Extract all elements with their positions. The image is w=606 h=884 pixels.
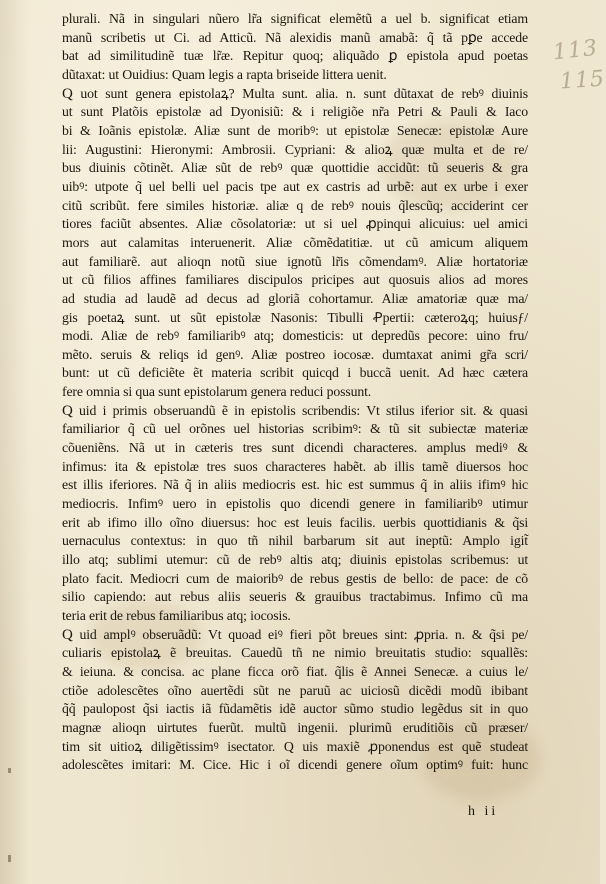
text-line: tiores faciũt absentes. Aliæ cõsolatoriæ: ut si uel ꝓpinqui alicuius: uel amici [62,216,528,232]
text-line: uibꝰ: utpote q̃ uel belli uel pacis tpe aut ex castris ad urbẽ: aut ex urbe i exer [62,178,528,194]
text-line: bunt: ut cũ deficiẽte ẽt materia scribit quicqd i buccã uenit. Ad hæc cætera [62,365,528,381]
text-line: bat ad similitudinẽ tuæ lr̃æ. Repitur quoq; aliquãdo ꝑ epistola apud poetas [62,48,528,64]
text-line: teria erit de rebus familiaribus atq; iocosis. [62,608,291,623]
text-line: ut cũ filios affines familiares discipulos pricipes aut quosuis alios ad mores [62,272,528,288]
text-line: familiarior q̃ cũ uel orõnes uel historias scribimꝰ: & tũ sit subiectæ materiæ [62,421,528,437]
text-line: cõueniẽns. Nã ut in cæteris tres sunt dicendi characteres. amplus mediꝰ & [62,440,528,456]
text-line: citũ scribũt. fere similes historiæ. aliæ q de rebꝰ nouis q̃lescũq; acciderint cer [62,197,528,213]
text-line: magnæ alioqn uirtutes fuerũt. multũ ingenii. plurimũ eruditiõis cũ præser/ [62,719,528,735]
margin-page-number: 115 [559,66,606,95]
text-line: mors aut calamitas interuenerit. Aliæ cõmẽdatitiæ. ut cũ amicum aliquem [62,234,528,250]
text-line: est illis iferiores. Nã q̃ in aliis mediocris est. hic est summus q̃ in aliis ifimꝰ hic [62,477,528,493]
text-line: & ieiuna. & concisa. ac plane ficca orõ fiat. q̃lis ẽ Annei Senecæ. a cuius le/ [62,663,528,679]
text-line: ctiõe adolescẽtes oĩno auertẽdi sũt ne paruũ ac uiciosũ dicẽdi modũ ibibant [62,682,528,698]
text-line: manũ scribetis ut Ci. ad Atticũ. Nã alexidis manũ amabã: q̃ tã pꝑe accede [62,29,528,45]
text-line: tim sit uitioꝝ diligẽtissimꝰ isectator. Q uis maxiẽ ꝓponendus est quẽ studeat [62,738,528,754]
text-line: culiaris epistolaꝝ ẽ breuitas. Cauedũ tñ ne nimio breuitatis studio: squallẽs: [62,645,528,661]
text-line: ad studia ad laudẽ ad decus ad gloriã cohortamur. Aliæ amatoriæ quæ ma/ [62,290,528,306]
text-line: illo atq; sublimi utemur: cũ de rebꝰ altis atq; diuinis epistolas scribemus: ut [62,552,528,568]
text-line: plurali. Nã in singulari nũero lr̃a significat elemẽtũ a uel b. significat etiam [62,11,528,26]
page-text-block [62,10,528,775]
text-line: adolescẽtes imitari: M. Cice. Hic i oĩ dicendi genere oĩum optimꝰ fuit: hunc [62,757,528,773]
margin-page-number: 113 [551,35,600,66]
text-line: Q uid i primis obseruandũ ẽ in epistolis scribendis: Vt stilus iferior sit. & quasi [62,402,528,419]
text-line: aut familiarẽ. aut alioqn notũ siue ignotũ lr̃is cõmendamꝰ. Aliæ hortatoriæ [62,253,528,269]
text-line: infimus: ita & epistolæ tres suos characteres habẽt. ab illis tamẽ diuersos hoc [62,458,528,474]
text-line: lii: Augustini: Hieronymi: Ambrosii. Cypriani: & alioꝝ quæ multa et de re/ [62,141,528,157]
text-line: modi. Aliæ de rebꝰ familiaribꝰ atq; domesticis: ut depredũs pecore: uino fru/ [62,328,528,344]
text-line: plato facit. Mediocri cum de maioribꝰ de rebus gestis de bello: de pace: de cõ [62,570,528,586]
text-line: ut sunt Platõis epistolæ ad Dyonisiũ: & i religiõe nr̃a Petri & Pauli & Iaco [62,104,528,120]
text-line: mẽto. seruis & reliqs id genꝰ. Aliæ postreo iocosæ. dumtaxat animi gr̃a scri/ [62,346,528,362]
text-line: q̃q̃ paulopost q̃si iactis iã fũdamẽtis idẽ auctor sũmo studio legẽdus sit in quo [62,701,528,717]
text-line: Q uot sunt genera epistolaꝝ? Multa sunt. alia. n. sunt dũtaxat de rebꝰ diuinis [62,85,528,102]
text-line: uernaculus contextus: in quo tñ nihil barbarum sit aut ineptũ: Amplo igit̃ [62,533,528,549]
text-line: erit ab ifimo illo oĩno diuersus: hoc est leuis facilis. uerbis quottidianis & q̃si [62,514,528,530]
edge-mark [8,768,11,773]
text-line: dũtaxat: ut Ouidius: Quam legis a rapta briseide littera uenit. [62,66,387,82]
text-line: fere omnia si qua sunt epistolarum genera reduci possunt. [62,384,372,400]
signature-mark: h ii [468,804,499,819]
text-line: Q uid amplꝰ obseruãdũ: Vt quoad eiꝰ fieri põt breues sint: ꝓpria. n. & q̃si pe/ [62,626,528,643]
edge-mark [8,855,11,862]
text-line: silio capiendo: aut rebus aliis seueris & grauibus tractabimus. Infimo cũ ma [62,589,528,605]
text-line: bus diuinis cõtinẽt. Aliæ sũt de rebꝰ quæ quottidie accidũt: tũ seueris & gra [62,160,528,176]
text-line: mediocris. Infimꝰ uero in epistolis quo dicendi genere in familiaribꝰ utimur [62,496,528,512]
text-line: bi & Ioãnis epistolæ. Aliæ sunt de moribꝰ: ut epistolæ Senecæ: epistolæ Aure [62,122,528,138]
text-line: gis poetaꝝ sunt. ut sũt epistolæ Nasonis: Tibulli Ꝓpertii: cæteroꝝq; huiusƒ/ [62,309,528,325]
